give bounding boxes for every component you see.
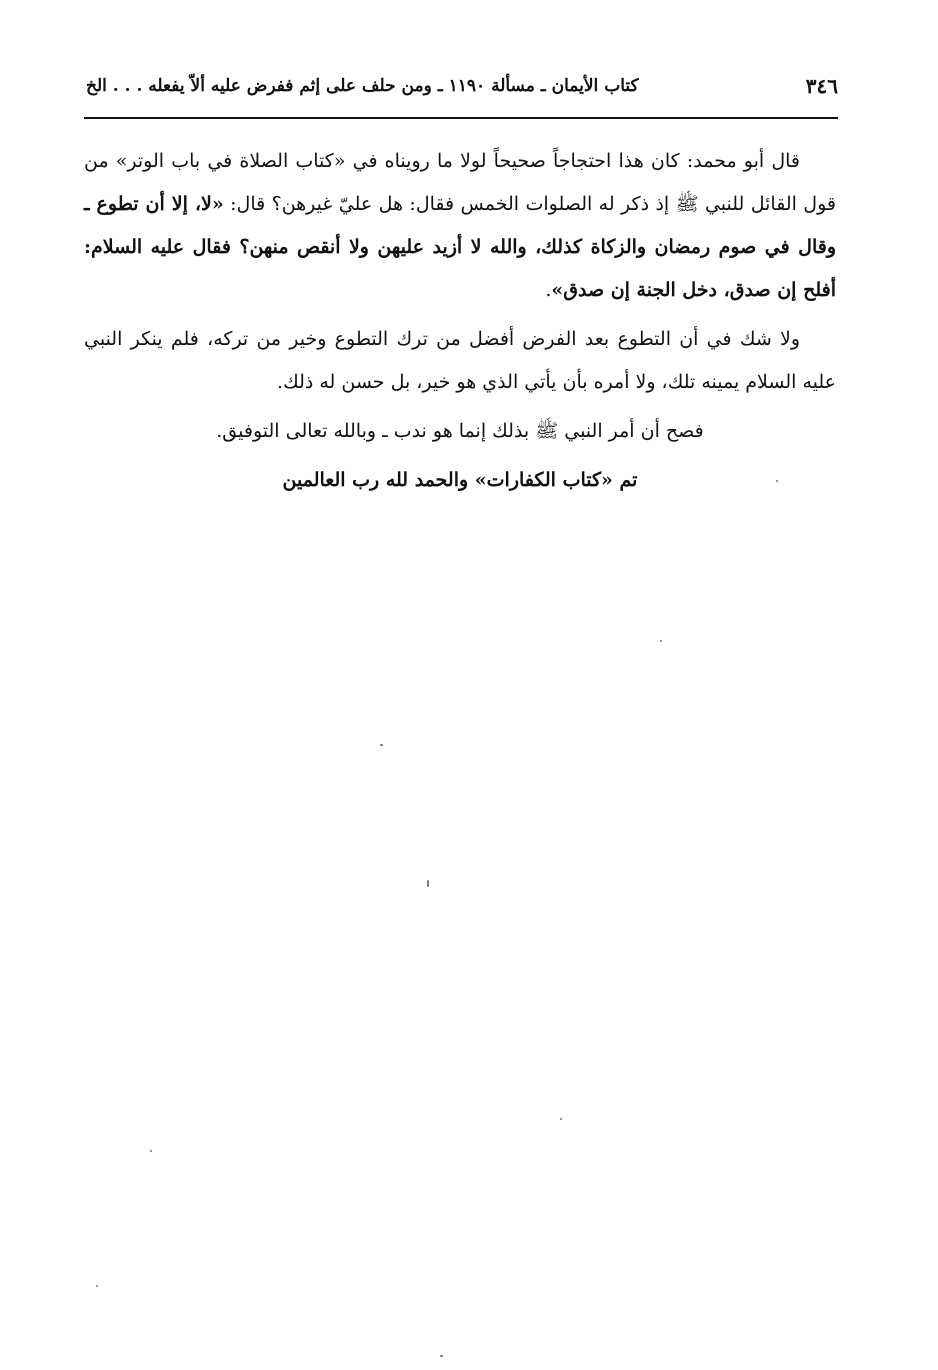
paragraph-1-intro: قال أبو محمد: كان هذا احتجاجاً صحيحاً لولا ما رويناه في «كتاب الصلاة في باب الوتر» من قول القائل للنبي ﷺ إذ ذكر له الصلوات الخمس فقال: هل عليّ غيرهن؟ قال: <box>84 150 837 215</box>
running-title: كتاب الأيمان ـ مسألة ١١٩٠ ـ ومن حلف على إثم ففرض عليه ألاّ يفعله . . . الخ <box>86 76 639 96</box>
main-text <box>84 140 836 502</box>
paragraph-1-quote: «لا، إلا أن تطوع ـ وقال في صوم رمضان والزكاة كذلك، والله لا أزيد عليهن ولا أنقص منهن؟ فقال عليه السلام: أفلح إن صدق، دخل الجنة إن صدق» <box>84 193 836 301</box>
scan-speck <box>150 1150 152 1152</box>
scan-speck <box>380 744 383 746</box>
scan-speck <box>660 640 662 642</box>
scan-speck <box>427 880 429 887</box>
closing-line: تم «كتاب الكفارات» والحمد لله رب العالمين <box>282 469 638 491</box>
paragraph-1-end: . <box>545 279 552 301</box>
paragraph-1 <box>84 140 836 312</box>
scan-speck <box>440 1355 443 1357</box>
paragraph-2: ولا شك في أن التطوع بعد الفرض أفضل من ترك التطوع وخير من تركه، فلم ينكر النبي عليه السلام يمينه تلك، ولا أمره بأن يأتي الذي هو خير، بل حسن له ذلك. <box>84 328 836 393</box>
page-number: ٣٤٦ <box>805 74 838 98</box>
scan-speck <box>560 1118 562 1120</box>
paragraph-3: فصح أن أمر النبي ﷺ بذلك إنما هو ندب ـ وبالله تعالى التوفيق. <box>216 420 704 442</box>
page-header <box>86 66 838 106</box>
scan-speck <box>96 1285 98 1287</box>
scan-speck <box>776 480 778 482</box>
header-divider <box>84 117 838 119</box>
